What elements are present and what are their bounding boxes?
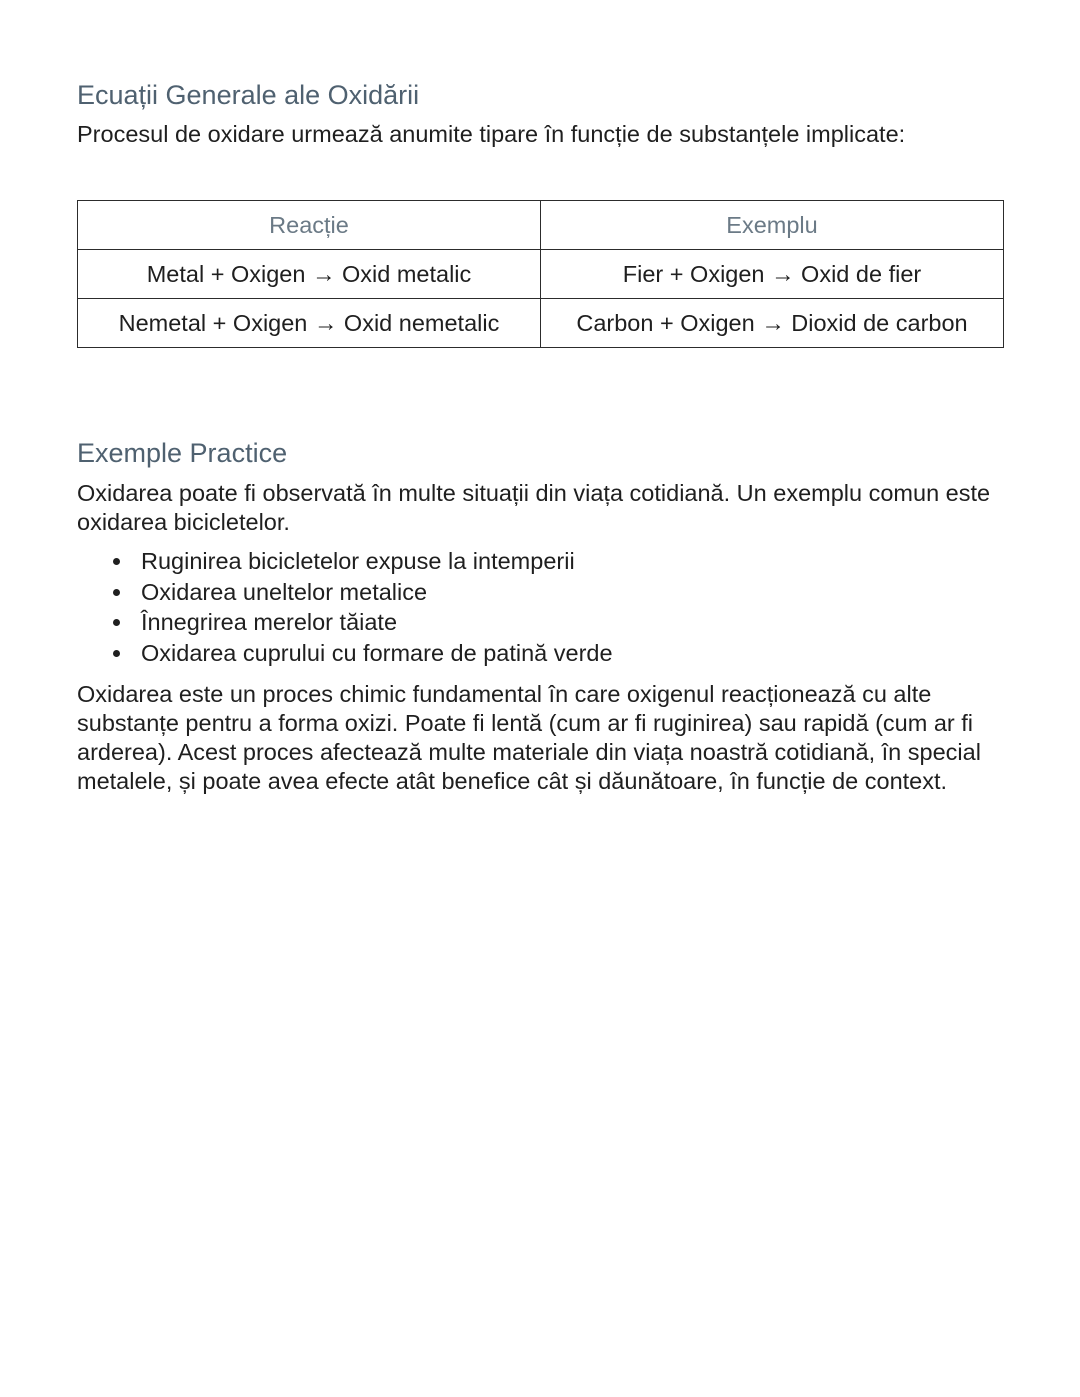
- table-header-example: Exemplu: [541, 201, 1004, 250]
- table-header-row: [78, 201, 1004, 250]
- table-cell-reaction: Nemetal + Oxigen → Oxid nemetalic: [78, 299, 541, 348]
- table-row: [78, 250, 1004, 299]
- section-intro-general-equations: Procesul de oxidare urmează anumite tipare în funcție de substanțele implicate:: [77, 121, 906, 147]
- list-item-text: Înnegrirea merelor tăiate: [141, 609, 398, 635]
- section-title-practical-examples: Exemple Practice: [77, 438, 288, 468]
- list-item-text: Oxidarea cuprului cu formare de patină verde: [141, 639, 613, 666]
- section-title-general-equations: Ecuații Generale ale Oxidării: [77, 80, 420, 110]
- list-item: [77, 577, 613, 608]
- list-item-text: Oxidarea uneltelor metalice: [141, 578, 428, 605]
- table-header-reaction: Reacție: [78, 201, 541, 250]
- examples-bullet-list: [77, 546, 613, 668]
- reactions-table: [77, 200, 1004, 348]
- table-cell-example: Carbon + Oxigen → Dioxid de carbon: [541, 299, 1004, 348]
- bullet-icon: [113, 589, 120, 596]
- list-item-text: Ruginirea bicicletelor expuse la intemperii: [141, 548, 575, 574]
- bullet-icon: [113, 619, 120, 626]
- list-item: [77, 546, 613, 577]
- section-intro-practical-examples: Oxidarea poate fi observată în multe situații din viața cotidiană. Un exemplu comun este oxidarea bicicletelor.: [77, 480, 991, 535]
- table-row: [78, 299, 1004, 348]
- table-cell-reaction: Metal + Oxigen → Oxid metalic: [78, 250, 541, 299]
- section-body-practical-examples: Oxidarea este un proces chimic fundamental în care oxigenul reacționează cu alte substanțe pentru a forma oxizi. Poate fi lentă (cum ar fi ruginirea) sau rapidă (cum ar fi arderea). Acest proces afectează multe materiale din viața noastră cotidiană, în special metalele, și poate avea efecte atât benefice cât și dăunătoare, în funcție de context.: [77, 681, 981, 794]
- table-cell-example: Fier + Oxigen → Oxid de fier: [541, 250, 1004, 299]
- bullet-icon: [113, 650, 120, 657]
- bullet-icon: [113, 558, 120, 565]
- list-item: [77, 638, 613, 669]
- list-item: [77, 607, 613, 638]
